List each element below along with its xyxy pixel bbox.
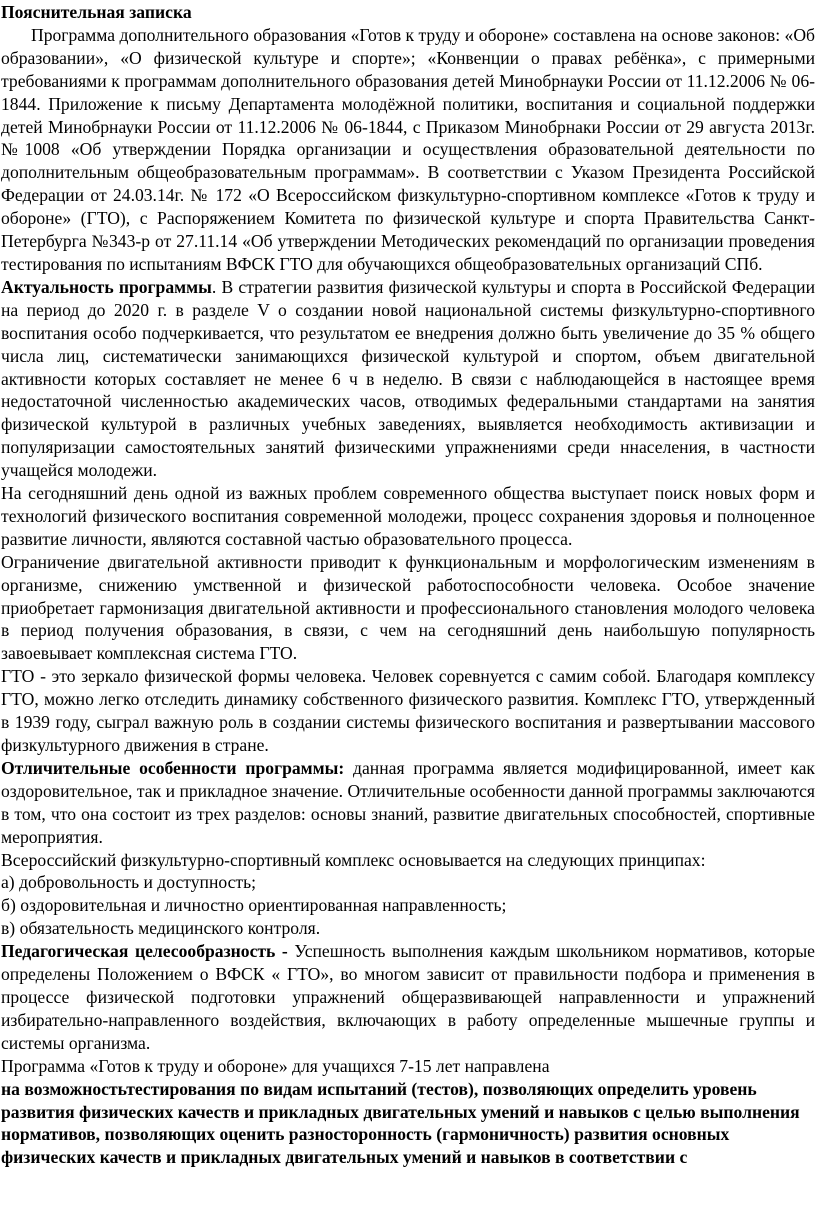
pedagogical-expediency-text: Успешность выполнения каждым школьником нормативов, которые определены Положением о ВФСК « ГТО», во многом зависит от правильности подбора и применения в процессе физической подготовки упражнений общеразвивающей направленности и упражнений избирательно-направленного воздействия, включающих в работу определенные мышечные группы и системы организма. [1,941,815,1053]
list-item: в) обязательность медицинского контроля. [1,918,321,939]
list-item: б) оздоровительная и личностно ориентированная направленность; [1,895,507,916]
paragraph-principles-intro: Всероссийский физкультурно-спортивный комплекс основывается на следующих принципах: [1,849,706,870]
paragraph-modern-problems: На сегодняшний день одной из важных проблем современного общества выступает поиск новых форм и технологий физического воспитания современной молодежи, процесс сохранения здоровья и полноценное развитие личности, являются составной частью образовательного процесса. [1,483,815,549]
paragraph-relevance [1,276,815,482]
paragraph-motor-activity: Ограничение двигательной активности приводит к функциональным и морфологическим изменениям в организме, снижению умственной и физической работоспособности человека. Особое значение приобретает гармонизация двигательной активности и профессионального становления молодого человека в период получения образования, в связи, с чем на сегодняшний день наибольшую популярность завоевывает комплексная система ГТО. [1,551,815,664]
distinctive-features-heading: Отличительные особенности программы: [1,757,345,778]
relevance-text: . В стратегии развития физической культуры и спорта в Российской Федерации на период до 2020 г. в разделе V о создании новой национальной системы физкультурно-спортивного воспитания особо подчеркивается, что результатом ее внедрения должно быть увеличение до 35 % общего числа лиц, систематически занимающихся физической культурой и спортом, объем двигательной активности которых составляет не менее 6 ч в неделю. В связи с наблюдающейся в настоящее время недостаточной численностью академических часов, отводимых федеральными стандартами на занятия физической культурой в различных учебных заведениях, выявляется необходимость активизации и популяризации самостоятельных занятий физическими упражнениями среди ннаселения, в частности учащейся молодежи. [1,276,816,481]
paragraph-program-aim: Программа «Готов к труду и обороне» для учащихся 7-15 лет направлена [1,1055,550,1076]
document-title: Пояснительная записка [1,2,192,22]
paragraph-gto-mirror: ГТО - это зеркало физической формы человека. Человек соревнуется с самим собой. Благодаря комплексу ГТО, можно легко отследить динамику собственного физического развития. Комплекс ГТО, утвержденный в 1939 году, сыграл важную роль в создании системы физического воспитания и развертывании массового физкультурного движения в стране. [1,666,815,755]
distinctive-features-text: данная программа является модифицированной, имеет как оздоровительное, так и прикладное значение. Отличительные особенности данной программы заключаются в том, что она состоит из трех разделов: основы знаний, развитие двигательных способностей, спортивные мероприятия. [1,757,815,847]
relevance-heading: Актуальность программы [1,276,212,297]
list-item: а) добровольность и доступность; [1,872,257,893]
paragraph-distinctive-features [1,757,815,849]
paragraph-legal-basis: Программа дополнительного образования «Готов к труду и обороне» составлена на основе законов: «Об образовании», «О физической культуре и спорте»; «Конвенции о правах ребёнка», с примерными требованиями к программам дополнительного образования детей Минобрнауки России от 11.12.2006 № 06-1844. Приложение к письму Департамента молодёжной политики, воспитания и социальной поддержки детей Минобрнауки России от 11.12.2006 № 06-1844, с Приказом Минобрнаки России от 29 августа 2013г. №1008 «Об утверждении Порядка организации и осуществления образовательной деятельности по дополнительным общеобразовательным программам». В соответствии с Указом Президента Российской Федерации от 24.03.14г. № 172 «О Всероссийском физкультурно-спортивном комплексе «Готов к труду и обороне» (ГТО), с Распоряжением Комитета по физической культуре и спорта Правительства Санкт-Петербурга №343-р от 27.11.14 «Об утверждении Методических рекомендаций по организации проведения тестирования по испытаниям ВФСК ГТО для обучающихся общеобразовательных организаций СПб. [1,24,815,274]
paragraph-pedagogical-expediency [1,940,815,1055]
pedagogical-expediency-heading: Педагогическая целесообразность - [1,941,288,962]
paragraph-testing-goal: на возможностьтестирования по видам испытаний (тестов), позволяющих определить уровень развития физических качеств и прикладных двигательных умений и навыков с целью выполнения нормативов, позволяющих оценить разносторонность (гармоничность) развития основных физических качеств и прикладных двигательных умений и навыков в соответствии с [1,1078,800,1168]
